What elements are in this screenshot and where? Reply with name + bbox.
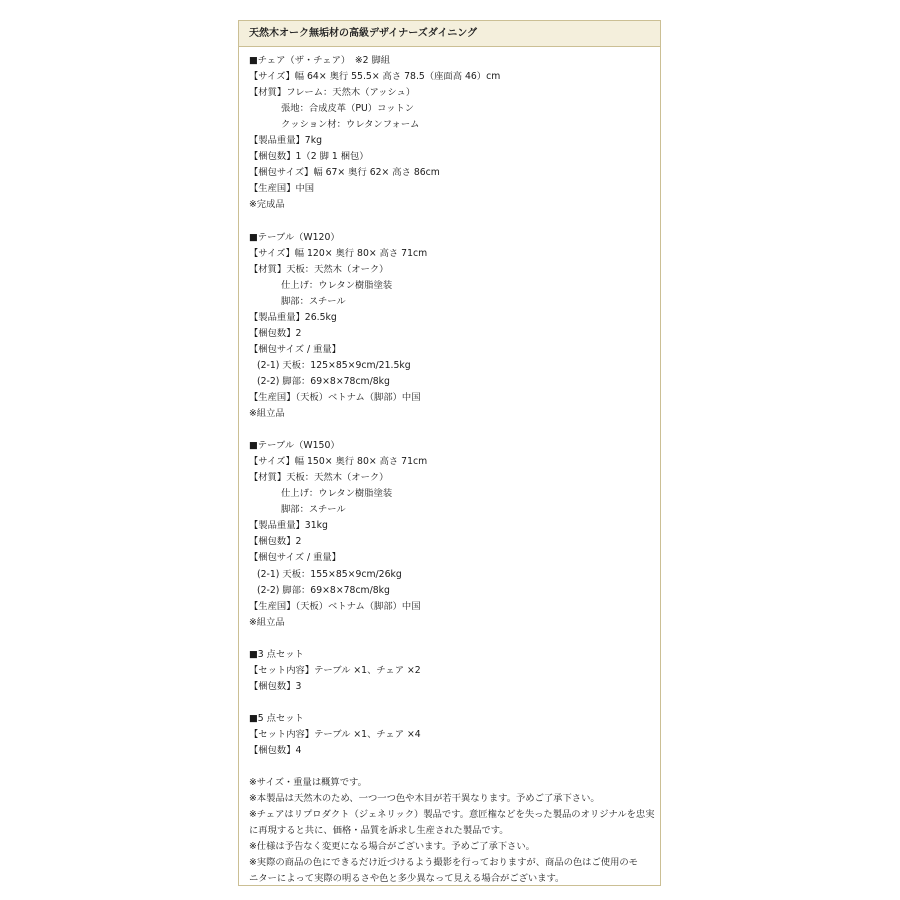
table-w120-finish: 仕上げ：ウレタン樹脂塗装 (281, 279, 393, 291)
set3-contents: 【セット内容】テーブル ×1、チェア ×2 (249, 664, 421, 676)
table-w120-material-top: 【材質】天板：天然木（オーク） (249, 263, 389, 275)
note-line: ※チェアはリプロダクト（ジェネリック）製品です。意匠権などを失った製品のオリジナルを忠実 (249, 809, 655, 821)
table-w120-package-heading: 【梱包サイズ / 重量】 (249, 343, 341, 355)
note-line: ※実際の商品の色にできるだけ近づけるよう撮影を行っておりますが、商品の色はご使用のモ (249, 857, 638, 869)
table-w120-heading: ■テーブル（W120） (249, 231, 340, 243)
table-w120-legs: 脚部：スチール (281, 295, 346, 307)
table-w150-finish: 仕上げ：ウレタン樹脂塗装 (281, 488, 393, 500)
set3-heading: ■3 点セット (249, 648, 304, 660)
chair-heading: ■チェア（ザ・チェア） ※2 脚組 (249, 55, 391, 66)
table-w120-weight: 【製品重量】26.5kg (249, 311, 337, 323)
table-w120-package-top: (2-1) 天板：125×85×9cm/21.5kg (257, 359, 411, 371)
table-w120-note: ※組立品 (249, 408, 285, 420)
chair-weight: 【製品重量】7kg (249, 135, 322, 147)
table-w150-package-top: (2-1) 天板：155×85×9cm/26kg (257, 568, 402, 580)
spec-panel (238, 20, 661, 886)
spec-body (239, 47, 660, 887)
spacer (249, 213, 660, 229)
table-w150-material-top: 【材質】天板：天然木（オーク） (249, 472, 389, 484)
set5-heading: ■5 点セット (249, 712, 304, 724)
table-w150-legs: 脚部：スチール (281, 504, 346, 516)
table-w150-package-count: 【梱包数】2 (249, 536, 302, 548)
note-line: ※仕様は予告なく変更になる場合がございます。予めご了承下さい。 (249, 841, 535, 853)
set3-section (249, 647, 660, 695)
chair-size: 【サイズ】幅 64× 奥行 55.5× 高さ 78.5（座面高 46）cm (249, 71, 501, 83)
table-w150-origin: 【生産国】（天板）ベトナム（脚部）中国 (249, 600, 421, 612)
note-line: ※サイズ・重量は概算です。 (249, 777, 367, 789)
set5-package-count: 【梱包数】4 (249, 745, 302, 757)
spacer (249, 631, 660, 647)
table-w150-section (249, 438, 660, 631)
table-w120-package-legs: (2-2) 脚部：69×8×78cm/8kg (257, 375, 390, 387)
table-w150-note: ※組立品 (249, 616, 285, 628)
panel-title: 天然木オーク無垢材の高級デザイナーズダイニング (239, 21, 660, 47)
spacer (249, 759, 660, 775)
chair-package-count: 【梱包数】1（2 脚 1 梱包） (249, 151, 369, 163)
table-w120-origin: 【生産国】（天板）ベトナム（脚部）中国 (249, 391, 421, 403)
set5-section (249, 711, 660, 759)
table-w120-section (249, 230, 660, 423)
table-w150-heading: ■テーブル（W150） (249, 440, 340, 452)
set5-contents: 【セット内容】テーブル ×1、チェア ×4 (249, 728, 421, 740)
table-w150-package-heading: 【梱包サイズ / 重量】 (249, 552, 341, 564)
chair-section (249, 53, 660, 213)
spacer (249, 422, 660, 438)
chair-note: ※完成品 (249, 199, 285, 211)
note-line: ※本製品は天然木のため、一つ一つ色や木目が若干異なります。予めご了承下さい。 (249, 793, 600, 805)
notes-section (249, 775, 660, 887)
chair-material-cushion: クッション材：ウレタンフォーム (281, 119, 420, 131)
chair-origin: 【生産国】中国 (249, 183, 315, 195)
note-line: ニターによって実際の明るさや色と多少異なって見える場合がございます。 (249, 873, 565, 885)
chair-material-frame: 【材質】フレーム：天然木（アッシュ） (249, 87, 416, 99)
table-w120-size: 【サイズ】幅 120× 奥行 80× 高さ 71cm (249, 247, 428, 259)
table-w120-package-count: 【梱包数】2 (249, 327, 302, 339)
set3-package-count: 【梱包数】3 (249, 680, 302, 692)
spacer (249, 695, 660, 711)
table-w150-size: 【サイズ】幅 150× 奥行 80× 高さ 71cm (249, 456, 428, 468)
table-w150-package-legs: (2-2) 脚部：69×8×78cm/8kg (257, 584, 390, 596)
chair-material-upholstery: 張地：合成皮革（PU）コットン (281, 103, 415, 115)
table-w150-weight: 【製品重量】31kg (249, 520, 328, 532)
chair-package-size: 【梱包サイズ】幅 67× 奥行 62× 高さ 86cm (249, 167, 440, 179)
note-line: に再現すると共に、価格・品質を訴求し生産された製品です。 (249, 825, 509, 837)
